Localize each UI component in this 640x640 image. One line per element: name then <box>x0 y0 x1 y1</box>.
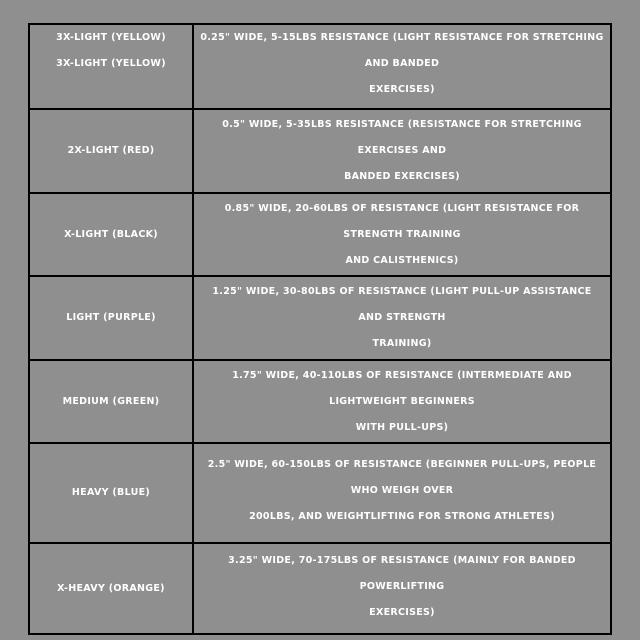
band-description-text: 0.25" WIDE, 5-15LBS RESISTANCE (LIGHT RESISTANCE FOR STRETCHING AND BANDED <box>200 32 604 69</box>
band-description-text: EXERCISES) <box>369 84 435 95</box>
band-name-cell <box>29 109 193 193</box>
band-description-text: 3.25" WIDE, 70-175LBS OF RESISTANCE (MAINLY FOR BANDED POWERLIFTING <box>228 555 576 592</box>
table-row <box>29 276 611 360</box>
band-description-text: 0.85" WIDE, 20-60LBS OF RESISTANCE (LIGHT RESISTANCE FOR STRENGTH TRAINING <box>224 203 580 240</box>
band-description-text: 1.75" WIDE, 40-110LBS OF RESISTANCE (INTERMEDIATE AND LIGHTWEIGHT BEGINNERS <box>232 370 572 407</box>
band-description-text: WITH PULL-UPS) <box>355 422 449 433</box>
band-name-cell <box>29 193 193 276</box>
band-name-text: MEDIUM (GREEN) <box>62 395 160 407</box>
band-description-text: AND CALISTHENICS) <box>345 255 459 266</box>
band-description-cell <box>193 276 611 360</box>
band-description-cell <box>193 193 611 276</box>
band-name-text: X-LIGHT (BLACK) <box>64 228 158 240</box>
band-description-text: 1.25" WIDE, 30-80LBS OF RESISTANCE (LIGHT PULL-UP ASSISTANCE AND STRENGTH <box>212 286 592 323</box>
band-description-text: TRAINING) <box>372 338 432 349</box>
table-row <box>29 360 611 443</box>
band-name-cell <box>29 276 193 360</box>
table-row <box>29 443 611 543</box>
band-description-cell <box>193 443 611 543</box>
band-name-text: 3X-LIGHT (YELLOW) <box>56 58 166 69</box>
band-description-cell <box>193 360 611 443</box>
table-row <box>29 24 611 109</box>
band-name-text: HEAVY (BLUE) <box>71 487 151 498</box>
band-name-text: LIGHT (PURPLE) <box>66 312 156 323</box>
band-description-text: 2.5" WIDE, 60-150LBS OF RESISTANCE (BEGINNER PULL-UPS, PEOPLE WHO WEIGH OVER <box>207 459 597 496</box>
band-description-cell <box>193 24 611 109</box>
band-description-text: 200LBS, AND WEIGHTLIFTING FOR STRONG ATHLETES) <box>249 511 555 522</box>
band-name-cell <box>29 24 193 109</box>
band-description-cell <box>193 109 611 193</box>
band-name-text: 3X-LIGHT (YELLOW) <box>56 32 166 43</box>
band-description-text: 0.5" WIDE, 5-35LBS RESISTANCE (RESISTANCE FOR STRETCHING EXERCISES AND <box>222 119 582 156</box>
band-name-cell <box>29 443 193 543</box>
resistance-band-table <box>28 23 612 635</box>
resistance-band-table-container <box>28 23 612 618</box>
band-name-text: X-HEAVY (ORANGE) <box>57 582 165 594</box>
band-name-cell <box>29 543 193 634</box>
band-description-text: BANDED EXERCISES) <box>344 171 460 182</box>
band-description-cell <box>193 543 611 634</box>
band-name-text: 2X-LIGHT (RED) <box>67 145 155 156</box>
band-name-cell <box>29 360 193 443</box>
table-row <box>29 543 611 634</box>
table-row <box>29 193 611 276</box>
band-description-text: EXERCISES) <box>369 607 435 618</box>
table-row <box>29 109 611 193</box>
